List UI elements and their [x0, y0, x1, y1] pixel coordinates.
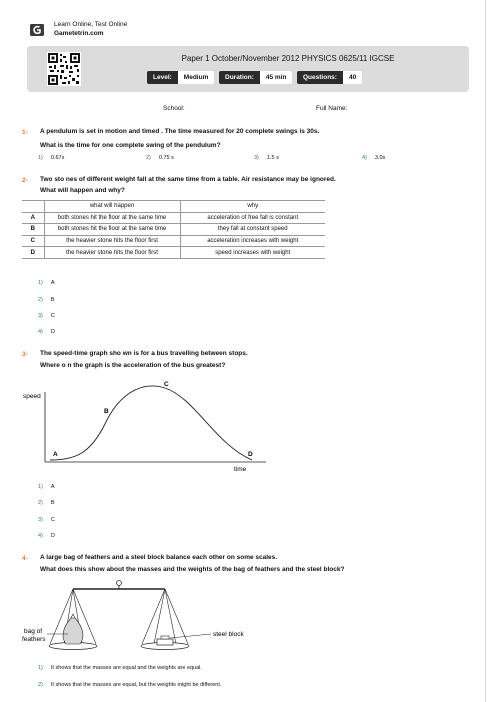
full-name-field-label[interactable]: Full Name:	[316, 105, 348, 112]
answer-option[interactable]: 2) 0.75 s	[146, 155, 174, 161]
cell-happen: the heavier stone hits the floor first	[44, 247, 180, 259]
cell-happen: both stones hit the floor at the same time	[44, 212, 180, 224]
answer-option[interactable]: 1) A	[38, 280, 55, 286]
speed-time-graph	[20, 374, 280, 476]
level-pill	[147, 71, 214, 84]
answer-option[interactable]: 1) A	[38, 484, 55, 490]
answer-option[interactable]: 2) It shows that the masses are equal, but the weights might be different.	[38, 682, 222, 688]
table-corner-cell	[22, 201, 44, 213]
table-row	[22, 247, 325, 259]
answer-option[interactable]: 2) B	[38, 297, 55, 303]
answer-option[interactable]: 1) It shows that the masses are equal and the weights are equal.	[38, 665, 202, 671]
answer-option[interactable]: 3) C	[38, 313, 55, 319]
paper-title: Paper 1 October/November 2012 PHYSICS 0625/11 IGCSE	[181, 54, 395, 63]
pivot-icon	[117, 581, 122, 586]
cell-happen: the heavier stone hits the floor first	[44, 235, 180, 247]
point-label-b: B	[104, 408, 109, 415]
questions-pill	[297, 71, 362, 84]
answer-option[interactable]: 3) 1.5 s	[254, 155, 279, 161]
questions-value: 40	[343, 71, 362, 84]
question-text: A large bag of feathers and a steel block balance each other on some scales.	[40, 554, 278, 561]
answer-option[interactable]: 2) B	[38, 500, 55, 506]
question-number: 1-	[22, 129, 28, 136]
x-axis-label: time	[234, 466, 247, 473]
brand-site[interactable]: Gametetrin.com	[54, 30, 104, 37]
table-header-row	[22, 201, 325, 213]
feather-bag-icon	[63, 618, 83, 644]
row-label: D	[22, 247, 44, 259]
answer-option[interactable]: 4) D	[38, 533, 55, 539]
duration-label: Duration:	[219, 71, 260, 84]
duration-value: 45 min	[260, 71, 293, 84]
question-number: 3-	[22, 351, 28, 358]
table-row	[22, 235, 325, 247]
question-text: The speed-time graph sho wn is for a bus travelling between stops.	[40, 350, 248, 357]
answer-option[interactable]: 1) 0.67s	[38, 155, 65, 161]
cell-why: acceleration increases with weight	[180, 235, 325, 247]
y-axis-label: speed	[23, 393, 41, 400]
answer-table	[22, 200, 325, 259]
column-header-what-will-happen: what will happen	[44, 201, 180, 213]
cell-why: speed increases with weight	[180, 247, 325, 259]
question-text: A pendulum is set in motion and timed . The time measured for 20 complete swings is 30s.	[40, 128, 320, 135]
gametetrin-logo-icon	[30, 24, 44, 36]
steel-block-label: steel block	[213, 631, 244, 638]
paper-header	[27, 46, 469, 92]
qr-code-icon	[47, 52, 81, 86]
school-field-label[interactable]: School:	[163, 105, 185, 112]
point-label-a: A	[53, 451, 58, 458]
answer-option[interactable]: 4) 3.0s	[362, 155, 386, 161]
column-header-why: why	[180, 201, 325, 213]
feather-bag-label-line2: feathers	[22, 636, 46, 643]
questions-label: Questions:	[297, 71, 343, 84]
cell-why: they fall at constant speed	[180, 224, 325, 236]
answer-option[interactable]: 4) D	[38, 329, 55, 335]
row-label: A	[22, 212, 44, 224]
question-subtext: Where o n the graph is the acceleration of the bus greatest?	[40, 362, 226, 369]
cell-happen: both stones hit the floor at the same time	[44, 224, 180, 236]
level-value: Medium	[178, 71, 215, 84]
question-text: Two sto nes of different weight fall at the same time from a table. Air resistance may be ignored.	[40, 176, 336, 183]
question-subtext: What does this show about the masses and the weights of the bag of feathers and the steel block?	[40, 566, 345, 573]
question-subtext: What will happen and why?	[40, 187, 125, 194]
table-row	[22, 224, 325, 236]
brand-tagline: Learn Online, Test Online	[54, 21, 128, 28]
question-number: 4-	[22, 555, 28, 562]
row-label: C	[22, 235, 44, 247]
speed-curve	[50, 386, 252, 460]
question-number: 2-	[22, 177, 28, 184]
brand-text	[54, 20, 127, 38]
point-label-c: C	[164, 381, 169, 388]
steel-block-icon	[157, 639, 173, 645]
cell-why: acceleration of free fall is constant	[180, 212, 325, 224]
balance-scale-diagram	[20, 578, 260, 660]
row-label: B	[22, 224, 44, 236]
duration-pill	[219, 71, 292, 84]
feather-bag-label-line1: bag of	[24, 628, 43, 635]
question-subtext: What is the time for one complete swing of the pendulum?	[40, 142, 221, 149]
table-row	[22, 212, 325, 224]
level-label: Level:	[147, 71, 178, 84]
point-label-d: D	[248, 451, 253, 458]
answer-option[interactable]: 3) C	[38, 517, 55, 523]
